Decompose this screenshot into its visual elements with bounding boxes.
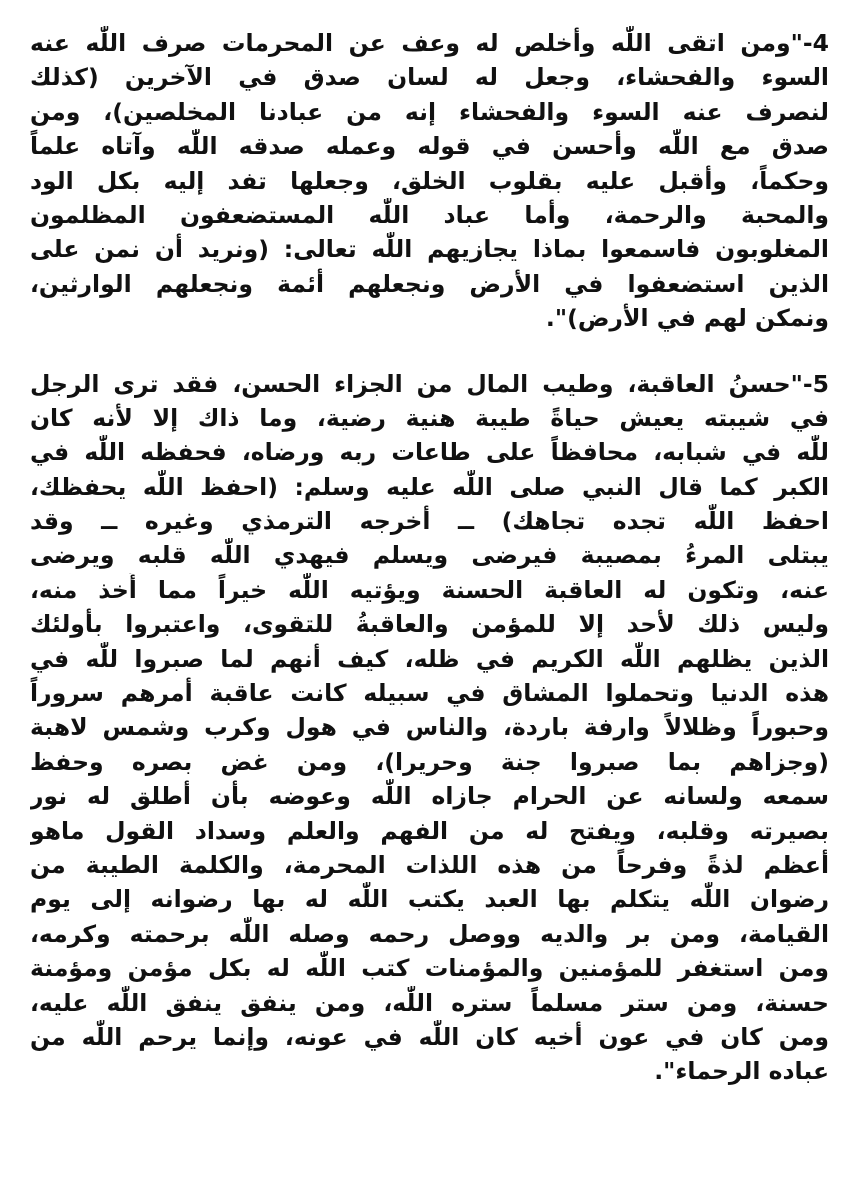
text-line: المغلوبون فاسمعوا بماذا يجازيهم اللّٰه تعالى: (ونريد أن نمن على [30, 235, 829, 264]
text-line: حسنة، ومن ستر مسلماً ستره اللّٰه، ومن ينفق ينفق اللّٰه عليه، [30, 988, 829, 1017]
text-line: لنصرف عنه السوء والفحشاء إنه من عبادنا المخلصين)، ومن [30, 97, 829, 126]
text-line: وليس ذلك لأحد إلا للمؤمن والعاقبةُ للتقوى، واعتبروا بأولئك [30, 610, 829, 639]
text-line: سمعه ولسانه عن الحرام جازاه اللّٰه وعوضه بأن أطلق له نور [30, 782, 829, 811]
text-line: الذين يظلهم اللّٰه الكريم في ظله، كيف أنهم لما صبروا للّٰه في [30, 644, 829, 673]
text-line: (وجزاهم بما صبروا جنة وحريرا)، ومن غض بصره وحفظ [30, 747, 829, 776]
text-line: وحكماً، وأقبل عليه بقلوب الخلق، وجعلها تفد إليه بكل الود [30, 166, 829, 195]
paragraph-5 [30, 367, 829, 1089]
text-line: وحبوراً وظلالاً وارفة باردة، والناس في هول وكرب وشمس لاهبة [30, 713, 829, 742]
text-line: يبتلى المرءُ بمصيبة فيرضى ويسلم فيهدي اللّٰه قلبه ويرضى [30, 541, 829, 570]
text-line: صدق مع اللّٰه وأحسن في قوله وعمله صدقه اللّٰه وآتاه علماً [30, 132, 829, 161]
text-line: 5-"حسنُ العاقبة، وطيب المال من الجزاء الحسن، فقد ترى الرجل [30, 369, 829, 398]
text-line: عنه، وتكون له العاقبة الحسنة ويؤتيه اللّٰه خيراً مما أُخذ منه، [30, 575, 829, 604]
text-line: السوء والفحشاء، وجعل له لسان صدق في الآخرين (كذلك [30, 63, 829, 92]
text-line: ومن كان في عون أخيه كان اللّٰه في عونه، وإنما يرحم اللّٰه من [30, 1022, 829, 1051]
text-line: أعظم لذةً وفرحاً من هذه اللذات المحرمة، والكلمة الطيبة من [30, 850, 829, 879]
text-line: ونمكن لهم في الأرض)". [545, 304, 829, 333]
text-line: 4-"ومن اتقى اللّٰه وأخلص له وعف عن المحرمات صرف اللّٰه عنه [30, 29, 829, 57]
text-line: في شيبته يعيش حياةً طيبة هنية رضية، وما ذاك إلا لأنه كان [30, 403, 829, 432]
text-line: للّٰه في شبابه، محافظاً على طاعات ربه ورضاه، فحفظه اللّٰه في [30, 438, 829, 467]
text-line: القيامة، ومن بر والديه ووصل رحمه وصله اللّٰه برحمته وكرمه، [30, 919, 829, 948]
text-line: احفظ اللّٰه تجده تجاهك) ــ أخرجه الترمذي وغيره ــ وقد [30, 507, 829, 536]
text-line: ومن استغفر للمؤمنين والمؤمنات كتب اللّٰه له بكل مؤمن ومؤمنة [30, 954, 829, 983]
text-line: الذين استضعفوا في الأرض ونجعلهم أئمة ونجعلهم الوارثين، [30, 269, 829, 298]
paragraph-4 [30, 26, 829, 336]
text-line: عباده الرحماء". [654, 1057, 829, 1086]
text-line: رضوان اللّٰه يتكلم بها العبد يكتب اللّٰه له بها رضوانه إلى يوم [30, 885, 829, 914]
text-line: هذه الدنيا وتحملوا المشاق في سبيله كانت عاقبة أمرهم سروراً [30, 679, 829, 708]
text-line: والمحبة والرحمة، وأما عباد اللّٰه المستضعفون المظلمون [30, 200, 829, 229]
text-line: بصيرته وقلبه، ويفتح له من الفهم والعلم وسداد القول ماهو [30, 816, 829, 845]
paragraph-gap [30, 336, 829, 367]
text-line: الكبر كما قال النبي صلى اللّٰه عليه وسلم: (احفظ اللّٰه يحفظك، [30, 472, 829, 501]
